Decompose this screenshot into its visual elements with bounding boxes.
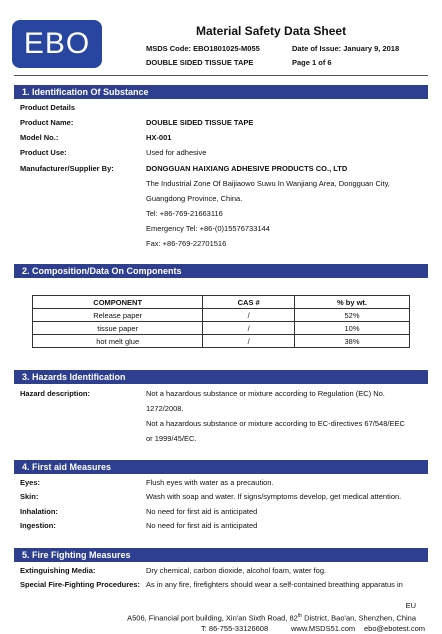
table-row — [33, 335, 410, 348]
skin-label: Skin: — [20, 492, 39, 501]
inhalation-label: Inhalation: — [20, 507, 58, 516]
company-logo — [12, 20, 102, 68]
extinguishing-media-label: Extinguishing Media: — [20, 566, 96, 575]
table-row — [33, 309, 410, 322]
footer-website[interactable]: www.MSDS51.com — [291, 624, 356, 633]
table-cell: / — [203, 309, 295, 322]
composition-table — [32, 295, 410, 348]
product-name-label: Product Name: — [20, 118, 74, 127]
section-2-title: 2. Composition/Data On Components — [14, 264, 428, 278]
column-header: % by wt. — [294, 296, 409, 309]
column-header: CAS # — [203, 296, 295, 309]
page-number: Page 1 of 6 — [292, 58, 332, 67]
msds-code: MSDS Code: EBO1801025-M055 — [146, 44, 260, 53]
model-no-label: Model No.: — [20, 133, 59, 142]
fax-line: Fax: +86-769-22701516 — [146, 239, 227, 248]
address-line: Guangdong Province, China. — [146, 194, 243, 203]
table-cell: 52% — [294, 309, 409, 322]
section-5-title: 5. Fire Fighting Measures — [14, 548, 428, 562]
table-header-row — [33, 296, 410, 309]
manufacturer-value: DONGGUAN HAIXIANG ADHESIVE PRODUCTS CO., LTD — [146, 164, 348, 173]
issue-date: Date of Issue: January 9, 2018 — [292, 44, 400, 53]
table-cell: hot melt glue — [33, 335, 203, 348]
section-3-title: 3. Hazards Identification — [14, 370, 428, 384]
footer-region: EU — [405, 601, 416, 610]
table-cell: 38% — [294, 335, 409, 348]
product-use-value: Used for adhesive — [146, 148, 207, 157]
hazard-description-line: or 1999/45/EC. — [146, 434, 197, 443]
footer-address — [127, 613, 416, 623]
hazard-description-label: Hazard description: — [20, 389, 91, 398]
header-divider — [14, 75, 428, 76]
address-line: The Industrial Zone Of Baijiaowo Suwu In Wanjiang Area, Dongguan City, — [146, 179, 390, 188]
hazard-description-line: Not a hazardous substance or mixture according to EC-directives 67/548/EEC — [146, 419, 405, 428]
table-cell: Release paper — [33, 309, 203, 322]
table-cell: / — [203, 322, 295, 335]
product-details-heading: Product Details — [20, 103, 76, 112]
model-no-value: HX-001 — [146, 133, 172, 142]
special-procedures-label: Special Fire-Fighting Procedures: — [20, 580, 141, 589]
product-use-label: Product Use: — [20, 148, 67, 157]
footer-address-main: A506, Financial port building, Xin'an Sixth Road, 82 — [127, 613, 298, 623]
footer-address-rest: District, Bao'an, Shenzhen, China — [302, 613, 416, 623]
logo-text: EBO — [23, 27, 91, 60]
ingestion-label: Ingestion: — [20, 521, 56, 530]
footer-email[interactable]: ebo@ebotest.com — [364, 624, 425, 633]
inhalation-value: No need for first aid is anticipated — [146, 507, 258, 516]
hazard-description-line: 1272/2008. — [146, 404, 184, 413]
skin-value: Wash with soap and water. If signs/symptoms develop, get medical attention. — [146, 492, 402, 501]
header-product: DOUBLE SIDED TISSUE TAPE — [146, 58, 254, 67]
ingestion-value: No need for first aid is anticipated — [146, 521, 258, 530]
table-cell: 10% — [294, 322, 409, 335]
emergency-telephone-line: Emergency Tel: +86-(0)15576733144 — [146, 224, 270, 233]
footer-address-suffix: th — [297, 613, 302, 619]
special-procedures-value: As in any fire, firefighters should wear a self-contained breathing apparatus in — [146, 580, 403, 589]
product-name-value: DOUBLE SIDED TISSUE TAPE — [146, 118, 254, 127]
column-header: COMPONENT — [33, 296, 203, 309]
manufacturer-label: Manufacturer/Supplier By: — [20, 164, 114, 173]
extinguishing-media-value: Dry chemical, carbon dioxide, alcohol foam, water fog. — [146, 566, 327, 575]
table-cell: tissue paper — [33, 322, 203, 335]
document-title: Material Safety Data Sheet — [196, 24, 347, 38]
eyes-value: Flush eyes with water as a precaution. — [146, 478, 274, 487]
footer-telephone: T: 86-755-33126608 — [201, 624, 269, 633]
table-cell: / — [203, 335, 295, 348]
telephone-line: Tel: +86-769-21663116 — [146, 209, 223, 218]
table-row — [33, 322, 410, 335]
eyes-label: Eyes: — [20, 478, 41, 487]
section-4-title: 4. First aid Measures — [14, 460, 428, 474]
hazard-description-line: Not a hazardous substance or mixture according to Regulation (EC) No. — [146, 389, 385, 398]
section-1-title: 1. Identification Of Substance — [14, 85, 428, 99]
